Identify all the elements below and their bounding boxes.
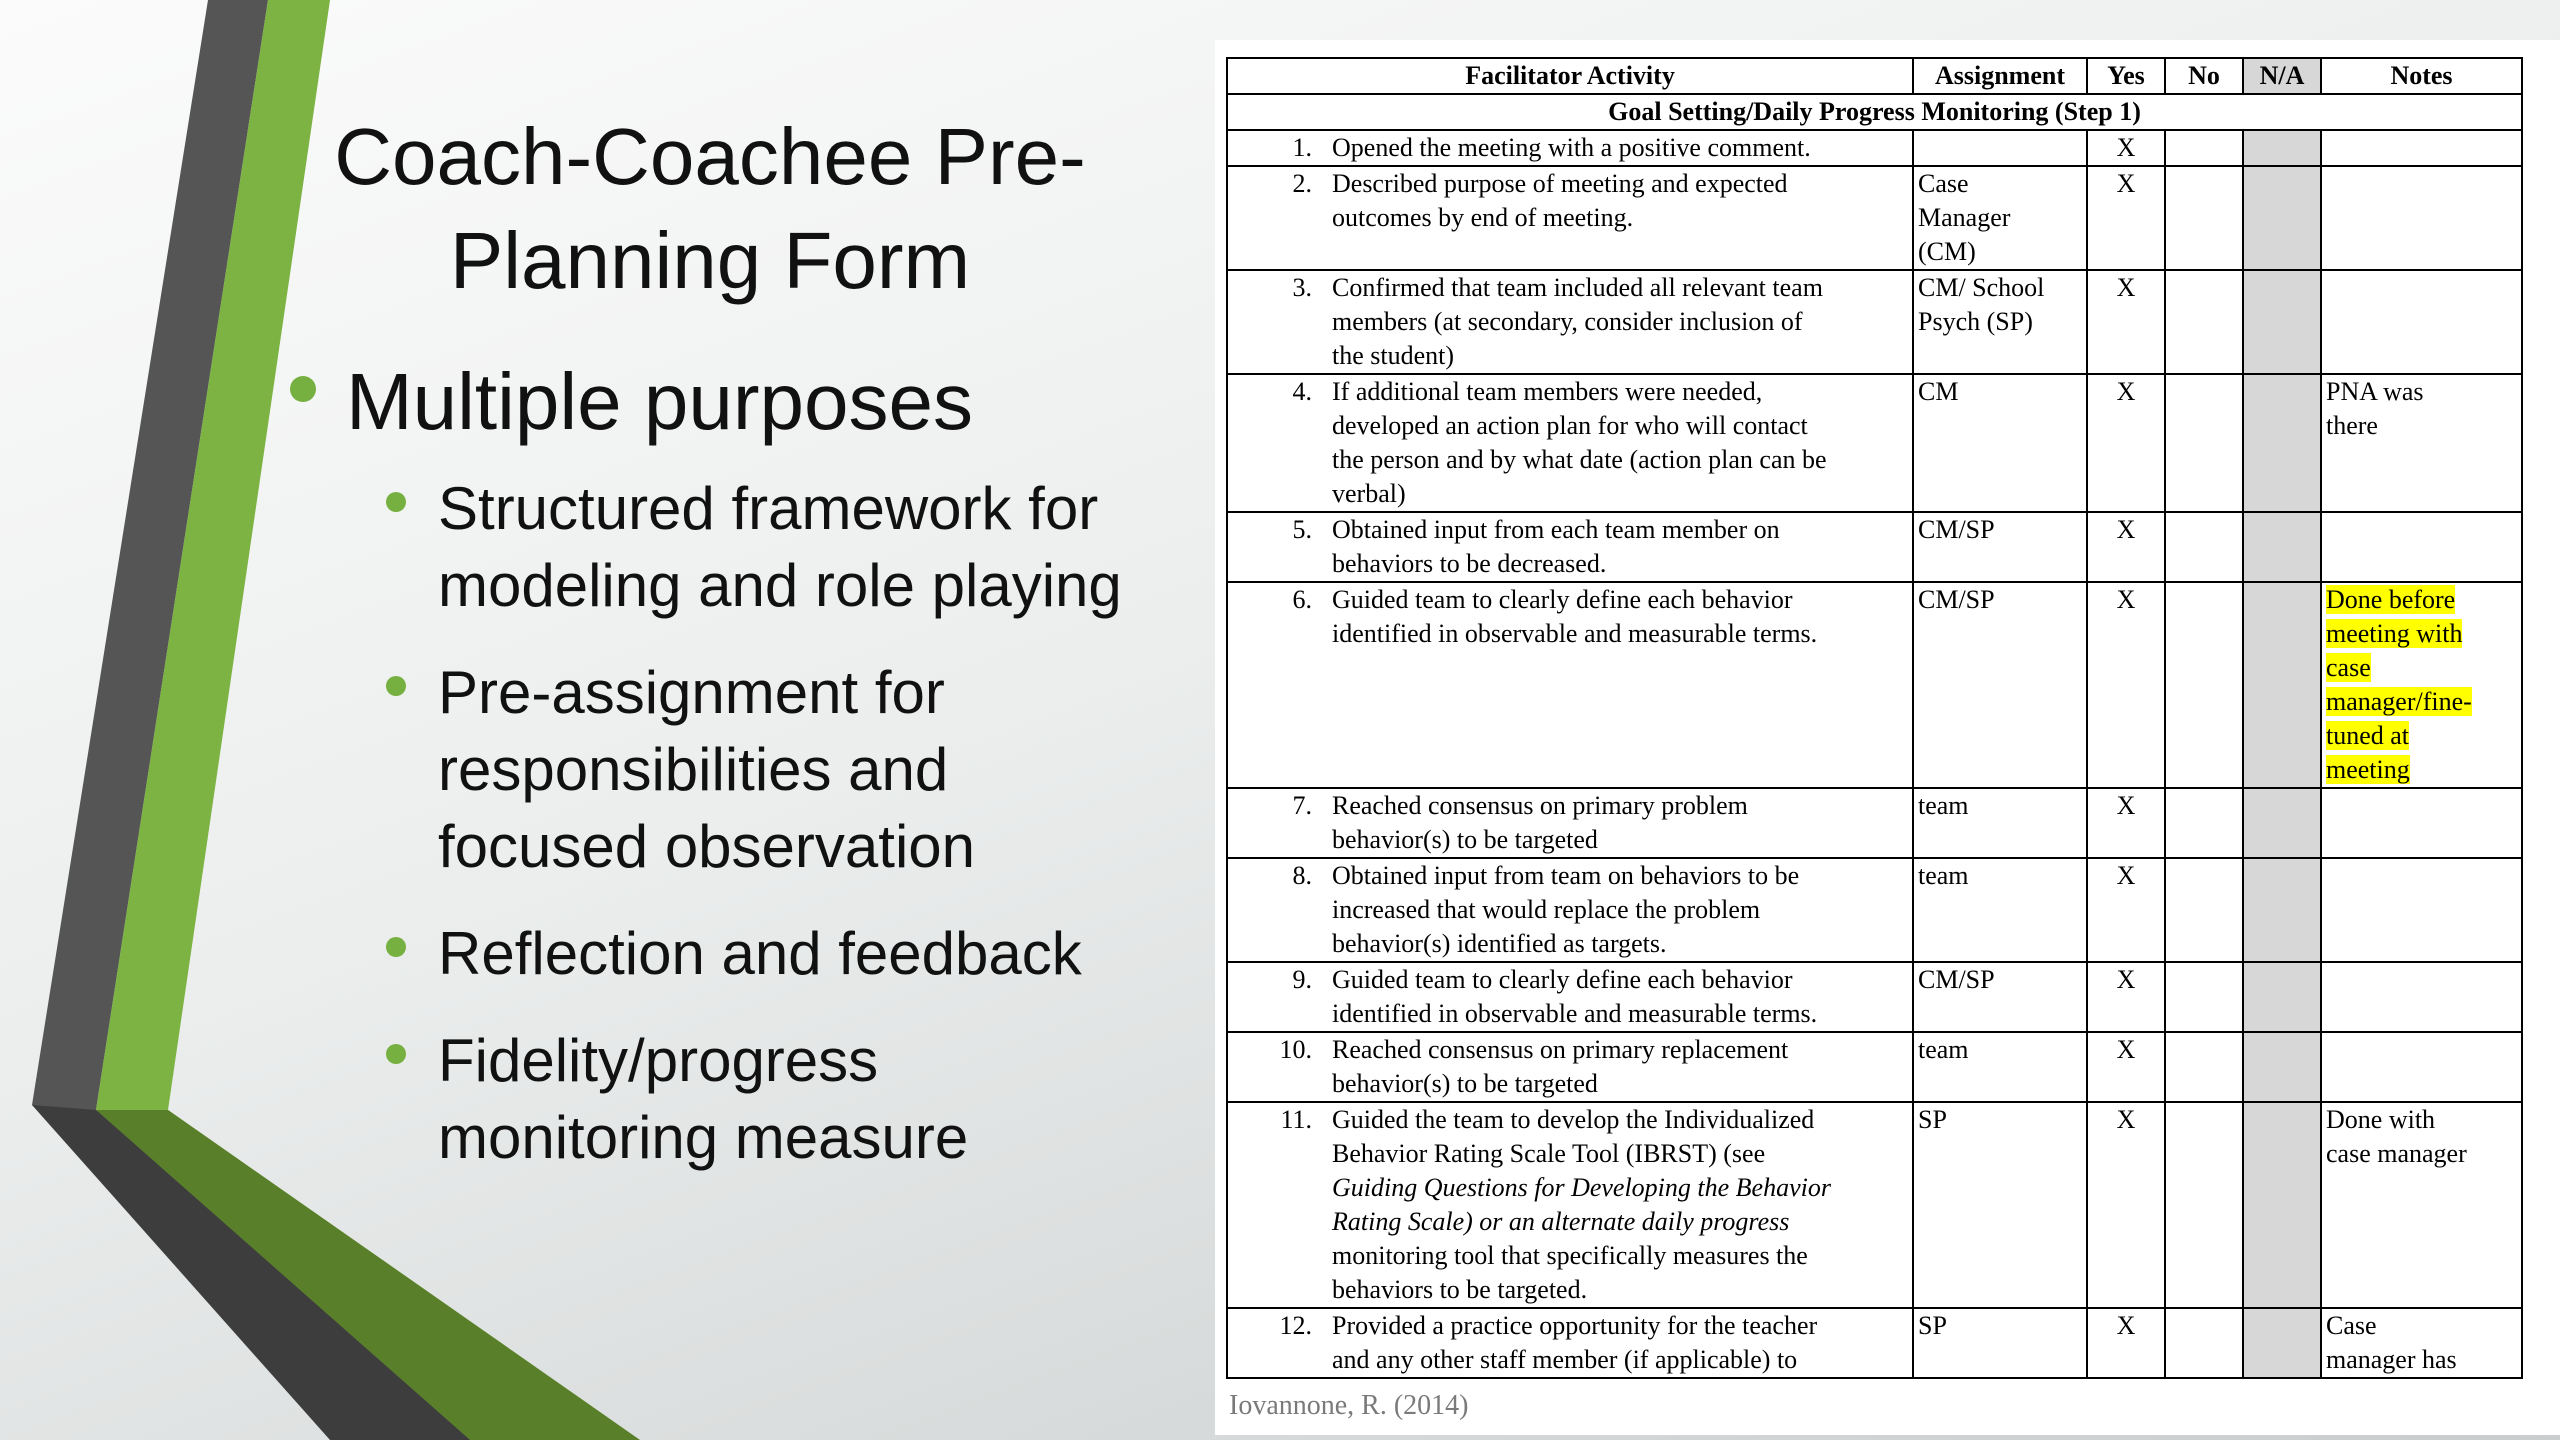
no-cell <box>2165 1308 2243 1378</box>
notes-line: Case <box>2326 1311 2377 1340</box>
bullet-sub-3 <box>290 915 1170 992</box>
bullet-sub-3-line: Reflection and feedback <box>438 920 1082 987</box>
notes-line: meeting <box>2326 755 2410 784</box>
no-cell <box>2165 1032 2243 1102</box>
assignment-cell <box>1913 512 2087 582</box>
table-row <box>1227 512 2522 582</box>
table-row <box>1227 270 2522 374</box>
notes-cell <box>2321 374 2522 512</box>
yes-cell: X <box>2087 582 2165 788</box>
yes-cell: X <box>2087 270 2165 374</box>
no-cell <box>2165 512 2243 582</box>
slide-title <box>255 105 1165 313</box>
table-row <box>1227 582 2522 788</box>
item-number: 1. <box>1292 133 1312 162</box>
slide-title-line-1: Coach-Coachee Pre- <box>334 112 1086 201</box>
no-cell <box>2165 788 2243 858</box>
assignment-line: CM/ School <box>1918 273 2045 302</box>
activity-text <box>1332 963 1908 1031</box>
activity-cell <box>1227 788 1913 858</box>
assignment-cell <box>1913 858 2087 962</box>
bullet-sub-4-line: Fidelity/progress <box>438 1027 879 1094</box>
yes-cell: X <box>2087 166 2165 270</box>
bullet-sub-2-line: responsibilities and <box>438 736 949 803</box>
notes-cell <box>2321 858 2522 962</box>
header-assignment: Assignment <box>1913 58 2087 94</box>
activity-line: behavior(s) to be targeted <box>1332 1069 1598 1098</box>
activity-cell <box>1227 1032 1913 1102</box>
activity-line: members (at secondary, consider inclusion of <box>1332 307 1803 336</box>
notes-line: meeting with <box>2326 619 2463 648</box>
table-row <box>1227 1308 2522 1378</box>
notes-line: PNA was <box>2326 377 2424 406</box>
na-cell <box>2243 788 2321 858</box>
assignment-line: Case <box>1918 169 1969 198</box>
notes-line: manager has <box>2326 1345 2457 1374</box>
assignment-line: (CM) <box>1918 237 1976 266</box>
notes-cell <box>2321 512 2522 582</box>
activity-line: Rating Scale) or an alternate daily progress <box>1332 1207 1790 1236</box>
activity-line: behavior(s) to be targeted <box>1332 825 1598 854</box>
activity-text <box>1332 859 1908 961</box>
activity-line: Guided team to clearly define each behavior <box>1332 965 1793 994</box>
yes-cell: X <box>2087 1032 2165 1102</box>
activity-line: Guiding Questions for Developing the Behavior <box>1332 1173 1831 1202</box>
assignment-cell <box>1913 1102 2087 1308</box>
form-image <box>1215 40 2560 1435</box>
activity-line: behaviors to be decreased. <box>1332 549 1607 578</box>
activity-line: Described purpose of meeting and expected <box>1332 169 1788 198</box>
activity-cell <box>1227 1102 1913 1308</box>
item-number: 5. <box>1292 515 1312 544</box>
assignment-cell <box>1913 130 2087 166</box>
notes-cell <box>2321 582 2522 788</box>
citation: Iovannone, R. (2014) <box>1229 1390 1469 1421</box>
bullet-sub-1-line: Structured framework for <box>438 475 1099 542</box>
item-number: 9. <box>1292 965 1312 994</box>
item-number: 2. <box>1292 169 1312 198</box>
notes-cell <box>2321 130 2522 166</box>
no-cell <box>2165 1102 2243 1308</box>
bullet-sub-4 <box>290 1022 1170 1176</box>
assignment-line: CM/SP <box>1918 585 1995 614</box>
activity-line: identified in observable and measurable terms. <box>1332 619 1818 648</box>
bullet-sub-4-line: monitoring measure <box>438 1104 969 1171</box>
notes-cell <box>2321 1102 2522 1308</box>
activity-line: Obtained input from team on behaviors to be <box>1332 861 1800 890</box>
table-body <box>1227 94 2522 1378</box>
activity-line: increased that would replace the problem <box>1332 895 1761 924</box>
activity-line: identified in observable and measurable terms. <box>1332 999 1818 1028</box>
assignment-cell <box>1913 374 2087 512</box>
activity-line: Provided a practice opportunity for the teacher <box>1332 1311 1818 1340</box>
item-number: 3. <box>1292 273 1312 302</box>
assignment-line: team <box>1918 791 1969 820</box>
na-cell <box>2243 512 2321 582</box>
assignment-line: CM <box>1918 377 1959 406</box>
activity-cell <box>1227 858 1913 962</box>
item-number: 12. <box>1279 1311 1312 1340</box>
notes-line: case <box>2326 653 2371 682</box>
notes-cell <box>2321 788 2522 858</box>
no-cell <box>2165 582 2243 788</box>
na-cell <box>2243 1032 2321 1102</box>
header-na: N/A <box>2243 58 2321 94</box>
notes-cell <box>2321 962 2522 1032</box>
bullet-sub-1-line: modeling and role playing <box>438 552 1122 619</box>
table-row <box>1227 130 2522 166</box>
item-number: 4. <box>1292 377 1312 406</box>
notes-cell <box>2321 166 2522 270</box>
na-cell <box>2243 166 2321 270</box>
notes-line: Done with <box>2326 1105 2436 1134</box>
table-row <box>1227 1102 2522 1308</box>
na-cell <box>2243 374 2321 512</box>
table-row <box>1227 166 2522 270</box>
no-cell <box>2165 858 2243 962</box>
header-notes: Notes <box>2321 58 2522 94</box>
activity-line: If additional team members were needed, <box>1332 377 1763 406</box>
activity-text <box>1332 1103 1908 1307</box>
assignment-line: Psych (SP) <box>1918 307 2033 336</box>
no-cell <box>2165 962 2243 1032</box>
assignment-cell <box>1913 582 2087 788</box>
na-cell <box>2243 582 2321 788</box>
section-row <box>1227 94 2522 130</box>
activity-text <box>1332 1033 1908 1101</box>
assignment-cell <box>1913 962 2087 1032</box>
activity-text <box>1332 583 1908 651</box>
na-cell <box>2243 1308 2321 1378</box>
activity-line: verbal) <box>1332 479 1406 508</box>
activity-line: Guided team to clearly define each behavior <box>1332 585 1793 614</box>
table-row <box>1227 374 2522 512</box>
activity-line: Confirmed that team included all relevant team <box>1332 273 1823 302</box>
yes-cell: X <box>2087 1102 2165 1308</box>
bullet-list <box>290 350 1170 1206</box>
assignment-cell <box>1913 166 2087 270</box>
assignment-line: team <box>1918 861 1969 890</box>
no-cell <box>2165 270 2243 374</box>
item-number: 10. <box>1279 1035 1312 1064</box>
activity-cell <box>1227 374 1913 512</box>
no-cell <box>2165 130 2243 166</box>
assignment-cell <box>1913 1032 2087 1102</box>
table-row <box>1227 858 2522 962</box>
notes-line: tuned at <box>2326 721 2410 750</box>
activity-line: Obtained input from each team member on <box>1332 515 1780 544</box>
activity-cell <box>1227 166 1913 270</box>
item-number: 8. <box>1292 861 1312 890</box>
assignment-line: CM/SP <box>1918 515 1995 544</box>
item-number: 6. <box>1292 585 1312 614</box>
notes-cell <box>2321 1032 2522 1102</box>
assignment-line: CM/SP <box>1918 965 1995 994</box>
bullet-sub-2-line: focused observation <box>438 813 976 880</box>
na-cell <box>2243 270 2321 374</box>
bullet-sub-1 <box>290 470 1170 624</box>
activity-line: and any other staff member (if applicable) to <box>1332 1345 1798 1374</box>
activity-line: Reached consensus on primary replacement <box>1332 1035 1789 1064</box>
header-facilitator-activity: Facilitator Activity <box>1227 58 1913 94</box>
activity-line: developed an action plan for who will contact <box>1332 411 1808 440</box>
table-row <box>1227 1032 2522 1102</box>
activity-line: Reached consensus on primary problem <box>1332 791 1748 820</box>
item-number: 7. <box>1292 791 1312 820</box>
assignment-line: SP <box>1918 1311 1947 1340</box>
activity-line: behavior(s) identified as targets. <box>1332 929 1667 958</box>
slide-title-line-2: Planning Form <box>449 216 971 305</box>
activity-line: monitoring tool that specifically measures the <box>1332 1241 1808 1270</box>
assignment-cell <box>1913 788 2087 858</box>
bullet-main: Multiple purposes <box>290 350 1170 454</box>
activity-line: Behavior Rating Scale Tool (IBRST) (see <box>1332 1139 1766 1168</box>
bullet-sub-2-line: Pre-assignment for <box>438 659 945 726</box>
assignment-line: SP <box>1918 1105 1947 1134</box>
yes-cell: X <box>2087 788 2165 858</box>
notes-line: there <box>2326 411 2378 440</box>
activity-text <box>1332 1309 1908 1377</box>
activity-text <box>1332 131 1908 165</box>
table-row <box>1227 962 2522 1032</box>
yes-cell: X <box>2087 1308 2165 1378</box>
notes-line: Done before <box>2326 585 2456 614</box>
activity-line: the student) <box>1332 341 1455 370</box>
activity-cell <box>1227 130 1913 166</box>
yes-cell: X <box>2087 512 2165 582</box>
na-cell <box>2243 130 2321 166</box>
activity-line: behaviors to be targeted. <box>1332 1275 1588 1304</box>
facilitator-checklist-table <box>1226 57 2523 1379</box>
notes-line: case manager <box>2326 1139 2467 1168</box>
assignment-line: Manager <box>1918 203 2011 232</box>
assignment-cell <box>1913 1308 2087 1378</box>
na-cell <box>2243 1102 2321 1308</box>
yes-cell: X <box>2087 374 2165 512</box>
table-header-row <box>1227 58 2522 94</box>
activity-line: Guided the team to develop the Individualized <box>1332 1105 1815 1134</box>
activity-text <box>1332 789 1908 857</box>
activity-text <box>1332 271 1908 373</box>
no-cell <box>2165 374 2243 512</box>
item-number: 11. <box>1280 1105 1312 1134</box>
na-cell <box>2243 858 2321 962</box>
header-no: No <box>2165 58 2243 94</box>
table-row <box>1227 788 2522 858</box>
activity-line: Opened the meeting with a positive comment. <box>1332 133 1811 162</box>
activity-text <box>1332 167 1908 235</box>
activity-line: outcomes by end of meeting. <box>1332 203 1634 232</box>
no-cell <box>2165 166 2243 270</box>
yes-cell: X <box>2087 858 2165 962</box>
bullet-sub-2 <box>290 654 1170 885</box>
section-heading: Goal Setting/Daily Progress Monitoring (Step 1) <box>1227 94 2522 130</box>
activity-text <box>1332 375 1908 511</box>
activity-cell <box>1227 1308 1913 1378</box>
activity-text <box>1332 513 1908 581</box>
notes-cell <box>2321 1308 2522 1378</box>
na-cell <box>2243 962 2321 1032</box>
activity-cell <box>1227 270 1913 374</box>
activity-line: the person and by what date (action plan can be <box>1332 445 1827 474</box>
yes-cell: X <box>2087 962 2165 1032</box>
notes-line: manager/fine- <box>2326 687 2472 716</box>
notes-cell <box>2321 270 2522 374</box>
yes-cell: X <box>2087 130 2165 166</box>
assignment-cell <box>1913 270 2087 374</box>
header-yes: Yes <box>2087 58 2165 94</box>
activity-cell <box>1227 582 1913 788</box>
assignment-line: team <box>1918 1035 1969 1064</box>
activity-cell <box>1227 512 1913 582</box>
activity-cell <box>1227 962 1913 1032</box>
